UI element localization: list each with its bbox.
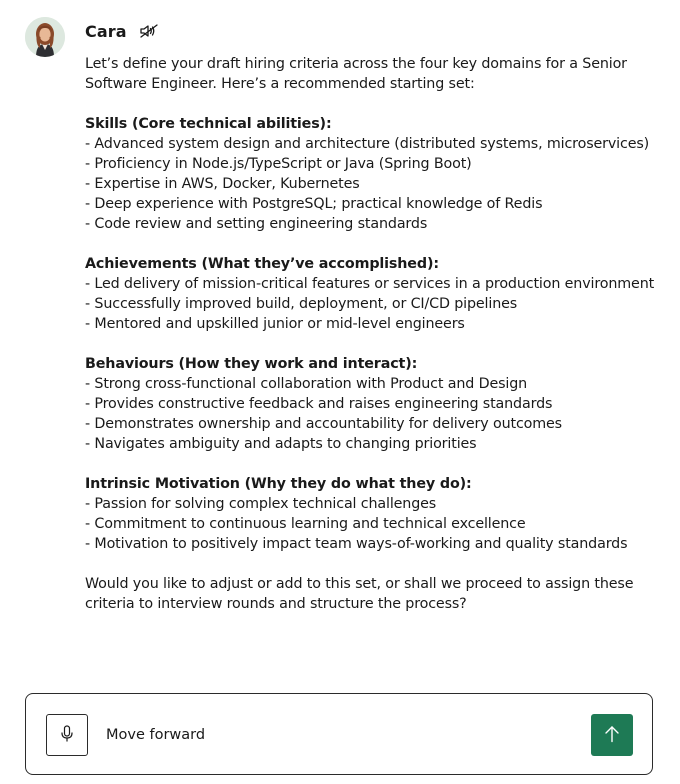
message-input[interactable]: Move forward — [106, 727, 206, 743]
section-title-behaviours: Behaviours (How they work and interact): — [85, 356, 418, 372]
list-item: - Demonstrates ownership and accountability for delivery outcomes — [85, 416, 562, 432]
message-composer[interactable] — [25, 693, 653, 775]
assistant-message — [85, 54, 660, 614]
send-button[interactable] — [591, 714, 633, 756]
list-item: - Code review and setting engineering standards — [85, 216, 428, 232]
list-item: - Deep experience with PostgreSQL; practical knowledge of Redis — [85, 196, 543, 212]
section-title-skills: Skills (Core technical abilities): — [85, 116, 332, 132]
section-title-motivation: Intrinsic Motivation (Why they do what they do): — [85, 476, 472, 492]
list-item: - Strong cross-functional collaboration with Product and Design — [85, 376, 528, 392]
section-title-achievements: Achievements (What they’ve accomplished): — [85, 256, 439, 272]
list-item: - Commitment to continuous learning and technical excellence — [85, 516, 526, 532]
sender-name: Cara — [85, 21, 127, 41]
message-header — [85, 20, 159, 42]
list-item: - Mentored and upskilled junior or mid-level engineers — [85, 316, 465, 332]
list-item: - Successfully improved build, deployment, or CI/CD pipelines — [85, 296, 518, 312]
list-item: - Navigates ambiguity and adapts to changing priorities — [85, 436, 477, 452]
arrow-up-icon — [604, 725, 620, 746]
avatar — [25, 17, 65, 57]
list-item: - Passion for solving complex technical challenges — [85, 496, 437, 512]
list-item: - Motivation to positively impact team ways-of-working and quality standards — [85, 536, 628, 552]
list-item: - Proficiency in Node.js/TypeScript or Java (Spring Boot) — [85, 156, 472, 172]
list-item: - Expertise in AWS, Docker, Kubernetes — [85, 176, 360, 192]
muted-speaker-icon[interactable] — [139, 24, 159, 38]
list-item: - Led delivery of mission-critical features or services in a production environment — [85, 276, 655, 292]
list-item: - Advanced system design and architecture (distributed systems, microservices) — [85, 136, 650, 152]
list-item: - Provides constructive feedback and raises engineering standards — [85, 396, 553, 412]
microphone-icon — [60, 725, 74, 746]
message-intro: Let’s define your draft hiring criteria across the four key domains for a Senior Software Engineer. Here’s a recommended starting set: — [85, 56, 627, 92]
message-closing: Would you like to adjust or add to this set, or shall we proceed to assign these criteria to interview rounds and structure the process? — [85, 576, 634, 612]
microphone-button[interactable] — [46, 714, 88, 756]
